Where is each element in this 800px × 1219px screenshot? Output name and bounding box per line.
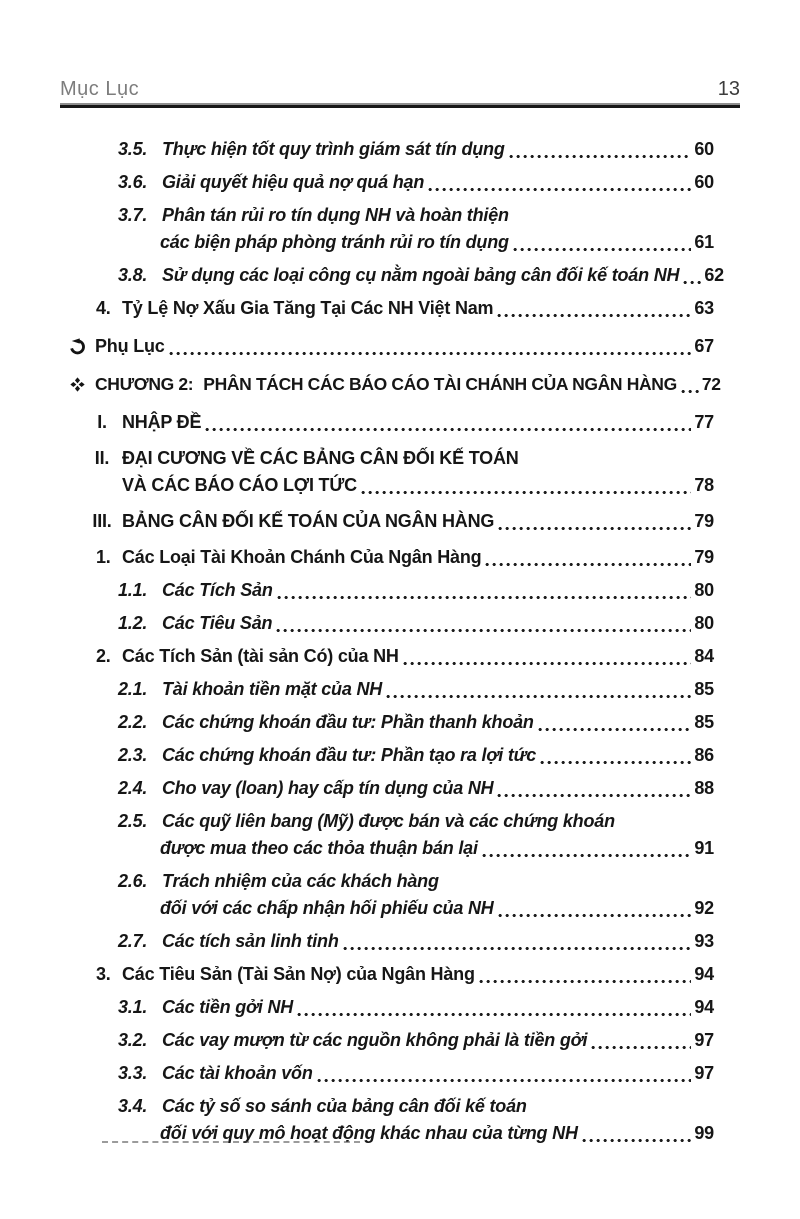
dot-leader xyxy=(498,913,692,918)
entry-number: 3.6. xyxy=(118,172,148,192)
entry-text: BẢNG CÂN ĐỐI KẾ TOÁN CỦA NGÂN HÀNG xyxy=(122,511,495,531)
toc-entry-line xyxy=(118,676,714,703)
entry-text: Các vay mượn từ các nguồn không phải là tiền gởi xyxy=(162,1030,588,1050)
header-page-number: 13 xyxy=(717,78,740,100)
entry-page-number: 60 xyxy=(694,139,714,159)
toc-entry xyxy=(60,1027,714,1054)
toc-entry xyxy=(60,508,714,535)
entry-text: Trách nhiệm của các khách hàng xyxy=(162,871,439,891)
header-title: Mục Lục xyxy=(60,78,140,100)
entry-number: 2.4. xyxy=(118,778,148,798)
dot-leader xyxy=(386,694,691,699)
toc-entry xyxy=(60,136,714,163)
dot-leader xyxy=(205,427,691,432)
entry-page-number: 77 xyxy=(694,412,714,432)
entry-text: Tỷ Lệ Nợ Xấu Gia Tăng Tại Các NH Việt Nam xyxy=(122,298,494,318)
toc-entry-line xyxy=(82,445,714,472)
entry-text: Các Tiêu Sản (Tài Sản Nợ) của Ngân Hàng xyxy=(122,964,475,984)
entry-text: ĐẠI CƯƠNG VỀ CÁC BẢNG CÂN ĐỐI KẾ TOÁN xyxy=(122,448,519,468)
entry-number: 3.7. xyxy=(118,205,148,225)
dot-leader xyxy=(497,793,691,798)
toc-entry-line xyxy=(82,472,714,499)
entry-text: Tài khoản tiền mặt của NH xyxy=(162,679,383,699)
toc-entry xyxy=(60,994,714,1021)
dot-leader xyxy=(428,187,691,192)
entry-text: các biện pháp phòng tránh rủi ro tín dụng xyxy=(160,232,509,252)
entry-text: Các chứng khoán đầu tư: Phần thanh khoản xyxy=(162,712,534,732)
entry-text: Phân tán rủi ro tín dụng NH và hoàn thiện xyxy=(162,205,509,225)
toc-entry-line xyxy=(96,643,714,670)
entry-text: Các tiền gởi NH xyxy=(162,997,294,1017)
toc-entry-line xyxy=(118,1027,714,1054)
entry-text: Các tài khoản vốn xyxy=(162,1063,313,1083)
toc-entry-line xyxy=(118,1093,714,1120)
dot-leader xyxy=(681,389,699,394)
toc-entry-line xyxy=(118,928,714,955)
dot-leader xyxy=(482,853,692,858)
entry-text: đối với các chấp nhận hối phiếu của NH xyxy=(160,898,494,918)
toc-entry-line xyxy=(118,136,714,163)
toc-entry xyxy=(60,709,714,736)
toc-entry-line xyxy=(68,371,721,398)
toc-entry-line xyxy=(118,808,714,835)
entry-text: Các Tích Sản (tài sản Có) của NH xyxy=(122,646,399,666)
entry-page-number: 94 xyxy=(694,964,714,984)
entry-page-number: 72 xyxy=(701,374,721,394)
entry-page-number: 62 xyxy=(704,265,724,285)
entry-text: đối với quy mô hoạt động khác nhau của từng NH xyxy=(160,1123,578,1143)
entry-page-number: 67 xyxy=(694,336,714,356)
entry-page-number: 78 xyxy=(694,475,714,495)
entry-number: 3.8. xyxy=(118,265,148,285)
entry-text: PHÂN TÁCH CÁC BÁO CÁO TÀI CHÁNH CỦA NGÂN HÀNG xyxy=(203,374,677,394)
toc-entry xyxy=(60,445,714,499)
toc-entry-line xyxy=(96,544,714,571)
toc-entry-line xyxy=(118,868,714,895)
toc-entry-line xyxy=(118,775,714,802)
entry-text: Giải quyết hiệu quả nợ quá hạn xyxy=(162,172,425,192)
entry-text: NHẬP ĐỀ xyxy=(122,412,202,432)
entry-page-number: 91 xyxy=(694,838,714,858)
entry-number: 3. xyxy=(96,964,111,984)
dot-leader xyxy=(498,526,691,531)
toc-entry xyxy=(60,742,714,769)
scan-artifact-line xyxy=(102,1141,360,1143)
entry-text: Phụ Lục xyxy=(95,336,165,356)
entry-text: Các tỷ số so sánh của bảng cân đối kế toán xyxy=(162,1096,527,1116)
toc-entry xyxy=(60,577,714,604)
entry-text: Các Tích Sản xyxy=(162,580,273,600)
entry-number: 2. xyxy=(96,646,111,666)
entry-page-number: 86 xyxy=(694,745,714,765)
entry-text: Các Loại Tài Khoản Chánh Của Ngân Hàng xyxy=(122,547,482,567)
toc-entry xyxy=(60,643,714,670)
dot-leader xyxy=(317,1078,692,1083)
toc-entry-line xyxy=(118,835,714,862)
entry-page-number: 79 xyxy=(694,547,714,567)
toc-entry xyxy=(60,202,714,256)
toc-entry xyxy=(60,868,714,922)
toc-entry xyxy=(60,676,714,703)
toc-entry xyxy=(60,961,714,988)
entry-page-number: 85 xyxy=(694,679,714,699)
entry-page-number: 80 xyxy=(694,580,714,600)
entry-page-number: 97 xyxy=(694,1030,714,1050)
return-arrow-icon xyxy=(68,338,86,356)
entry-text: Các chứng khoán đầu tư: Phần tạo ra lợi tức xyxy=(162,745,537,765)
entry-number: 2.1. xyxy=(118,679,148,699)
toc-entry-line xyxy=(118,1060,714,1087)
entry-number: 3.2. xyxy=(118,1030,148,1050)
entry-page-number: 60 xyxy=(694,172,714,192)
dot-leader xyxy=(509,154,692,159)
entry-page-number: 88 xyxy=(694,778,714,798)
entry-page-number: 63 xyxy=(694,298,714,318)
toc-entry-line xyxy=(118,202,714,229)
toc-entry-line xyxy=(118,742,714,769)
toc-entry xyxy=(60,333,714,360)
entry-number: 1.1. xyxy=(118,580,148,600)
dot-leader xyxy=(277,595,692,600)
entry-number: 2.5. xyxy=(118,811,148,831)
entry-page-number: 61 xyxy=(694,232,714,252)
entry-page-number: 85 xyxy=(694,712,714,732)
entry-page-number: 99 xyxy=(694,1123,714,1143)
dot-leader xyxy=(297,1012,691,1017)
toc-entry xyxy=(60,610,714,637)
toc-entry-line xyxy=(96,295,714,322)
toc-entry-line xyxy=(118,577,714,604)
entry-number: I. xyxy=(97,412,107,432)
entry-number: II. xyxy=(94,448,110,468)
toc-entry-line xyxy=(118,169,714,196)
entry-number: 2.6. xyxy=(118,871,148,891)
entry-number: 1. xyxy=(96,547,111,567)
dot-leader xyxy=(343,946,692,951)
toc-entry xyxy=(60,775,714,802)
dot-leader xyxy=(591,1045,691,1050)
entry-page-number: 94 xyxy=(694,997,714,1017)
dot-leader xyxy=(497,313,691,318)
toc-entry-line xyxy=(118,709,714,736)
entry-number: 2.7. xyxy=(118,931,148,951)
entry-page-number: 84 xyxy=(694,646,714,666)
entry-page-number: 80 xyxy=(694,613,714,633)
entry-number: III. xyxy=(92,511,112,531)
dot-leader xyxy=(479,979,692,984)
toc-entry-line xyxy=(118,895,714,922)
entry-page-number: 92 xyxy=(694,898,714,918)
entry-page-number: 79 xyxy=(694,511,714,531)
toc-entry xyxy=(60,544,714,571)
toc-entry-line xyxy=(96,961,714,988)
entry-number: 3.3. xyxy=(118,1063,148,1083)
dot-leader xyxy=(169,351,692,356)
dot-leader xyxy=(540,760,691,765)
header-rule xyxy=(60,103,740,108)
toc-entry-line xyxy=(82,409,714,436)
entry-text: Các Tiêu Sản xyxy=(162,613,273,633)
toc-entry-line xyxy=(68,333,714,360)
toc-entry xyxy=(60,808,714,862)
dot-leader xyxy=(683,280,701,285)
dot-leader xyxy=(276,628,691,633)
entry-page-number: 93 xyxy=(694,931,714,951)
toc-entry xyxy=(60,371,721,398)
toc-entry-line xyxy=(118,994,714,1021)
dot-leader xyxy=(361,490,691,495)
toc-entry xyxy=(60,409,714,436)
entry-number: CHƯƠNG 2: xyxy=(95,374,194,394)
toc-entry xyxy=(60,169,714,196)
toc-entry xyxy=(60,928,714,955)
entry-number: 2.2. xyxy=(118,712,148,732)
entry-number: 3.5. xyxy=(118,139,148,159)
toc-entry xyxy=(60,1060,714,1087)
dot-leader xyxy=(403,661,692,666)
entry-number: 4. xyxy=(96,298,111,318)
entry-number: 3.1. xyxy=(118,997,148,1017)
page-header xyxy=(60,78,740,100)
dot-leader xyxy=(582,1138,692,1143)
entry-number: 1.2. xyxy=(118,613,148,633)
four-diamonds-icon xyxy=(68,376,86,394)
entry-text: Thực hiện tốt quy trình giám sát tín dụng xyxy=(162,139,505,159)
dot-leader xyxy=(538,727,692,732)
entry-page-number: 97 xyxy=(694,1063,714,1083)
entry-text: Cho vay (loan) hay cấp tín dụng của NH xyxy=(162,778,494,798)
toc-entry-line xyxy=(118,610,714,637)
entry-number: 3.4. xyxy=(118,1096,148,1116)
toc-entry-line xyxy=(118,262,724,289)
entry-text: được mua theo các thỏa thuận bán lại xyxy=(160,838,478,858)
dot-leader xyxy=(513,247,692,252)
entry-number: 2.3. xyxy=(118,745,148,765)
entry-text: VÀ CÁC BÁO CÁO LỢI TỨC xyxy=(122,475,357,495)
entry-text: Các tích sản linh tinh xyxy=(162,931,339,951)
toc-entry-line xyxy=(118,229,714,256)
dot-leader xyxy=(485,562,691,567)
toc-entry xyxy=(60,295,714,322)
toc-entry xyxy=(60,262,724,289)
toc-entry-line xyxy=(82,508,714,535)
entry-text: Sử dụng các loại công cụ nằm ngoài bảng cân đối kế toán NH xyxy=(162,265,680,285)
toc xyxy=(60,136,740,1147)
entry-text: Các quỹ liên bang (Mỹ) được bán và các chứng khoán xyxy=(162,811,615,831)
toc-entry xyxy=(60,1093,714,1147)
